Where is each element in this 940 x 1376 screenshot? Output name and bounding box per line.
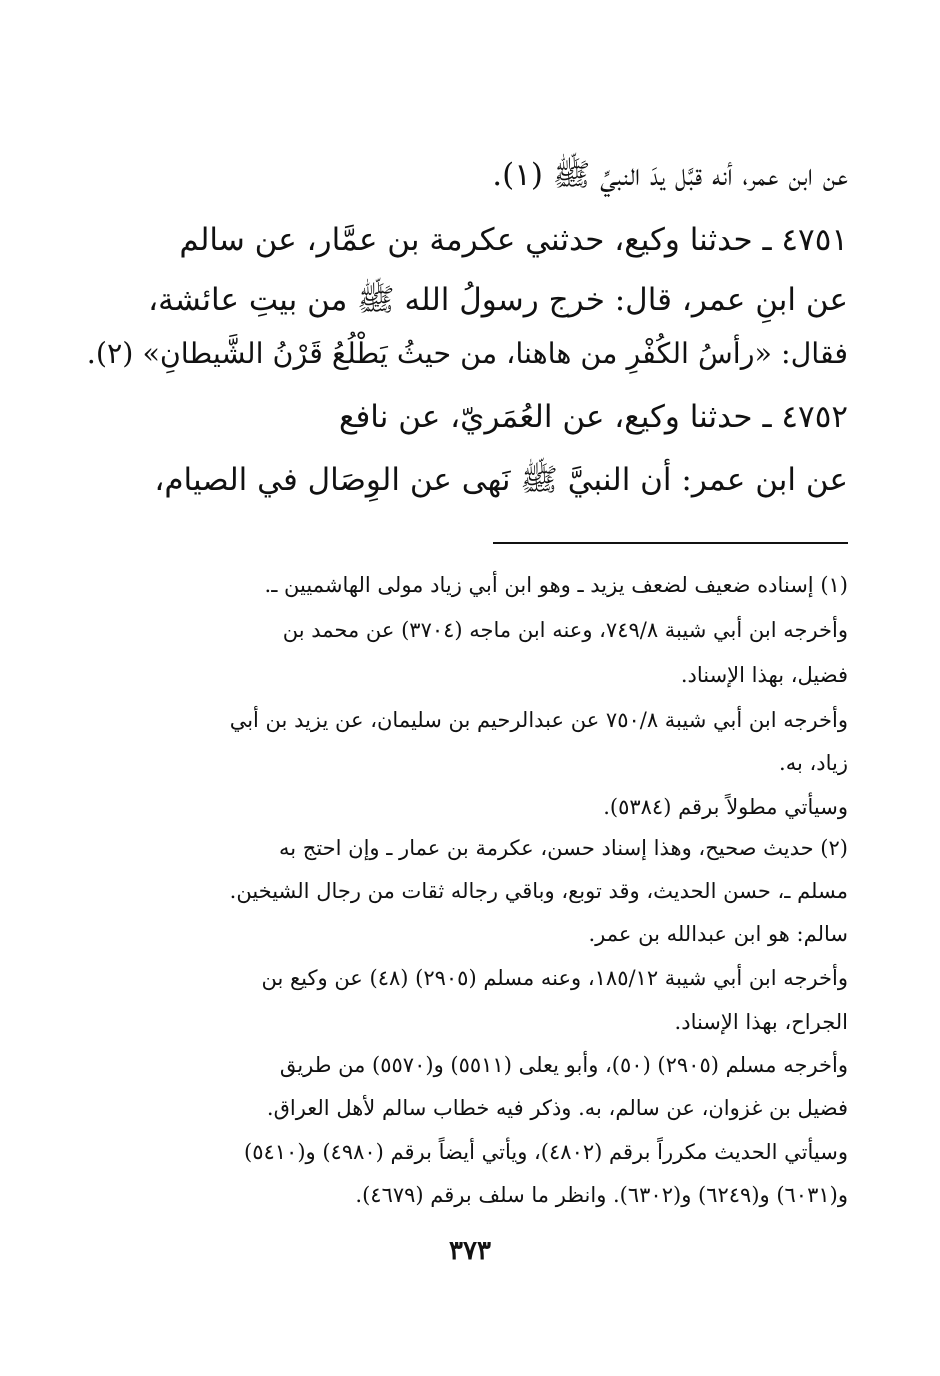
footnote-line: وأخرجه ابن أبي شيبة ٧٤٩/٨، وعنه ابن ماجه (٣٧٠٤) عن محمد بن bbox=[282, 618, 848, 642]
main-text-line: فقال: «رأسُ الكُفْرِ من هاهنا، من حيثُ يَطْلُعُ قَرْنُ الشَّيطانِ» (٢). bbox=[86, 337, 848, 370]
footnote-line: و(٦٠٣١) و(٦٢٤٩) و(٦٣٠٢). وانظر ما سلف برقم (٤٦٧٩). bbox=[355, 1183, 848, 1207]
main-text-line: عن ابن عمر، أنه قبَّل يدَ النبيِّ ﷺ (١). bbox=[492, 157, 848, 193]
footnote-line: وسيأتي مطولاً برقم (٥٣٨٤). bbox=[603, 795, 848, 819]
footnote-line: وأخرجه ابن أبي شيبة ٧٥٠/٨ عن عبدالرحيم بن سليمان، عن يزيد بن أبي bbox=[229, 708, 848, 732]
footnote-line: سالم: هو ابن عبدالله بن عمر. bbox=[588, 922, 848, 946]
footnote-line: الجراح، بهذا الإسناد. bbox=[674, 1010, 848, 1034]
main-text-line: ٤٧٥١ ـ حدثنا وكيع، حدثني عكرمة بن عمَّار، عن سالم bbox=[179, 222, 848, 258]
page-number: ٣٧٣ bbox=[449, 1236, 491, 1266]
footnote-line: (٢) حديث صحيح، وهذا إسناد حسن، عكرمة بن عمار ـ وإن احتج به bbox=[278, 836, 848, 860]
footnote-line: فضيل بن غزوان، عن سالم، به. وذكر فيه خطاب سالم لأهل العراق. bbox=[266, 1096, 848, 1120]
footnote-line: (١) إسناده ضعيف لضعف يزيد ـ وهو ابن أبي زياد مولى الهاشميين ـ. bbox=[264, 573, 848, 597]
main-text-line: عن ابنِ عمر، قال: خرج رسولُ الله ﷺ من بيتِ عائشة، bbox=[148, 282, 848, 318]
footnote-line: وأخرجه ابن أبي شيبة ١٨٥/١٢، وعنه مسلم (٢٩٠٥) (٤٨) عن وكيع بن bbox=[261, 966, 848, 990]
main-text-line: ٤٧٥٢ ـ حدثنا وكيع، عن العُمَريّ، عن نافع bbox=[338, 399, 848, 435]
footnote-divider bbox=[493, 542, 848, 544]
main-text-line: عن ابن عمر: أن النبيَّ ﷺ نَهى عن الوِصَال في الصيام، bbox=[154, 462, 848, 498]
footnote-line: وأخرجه مسلم (٢٩٠٥) (٥٠)، وأبو يعلى (٥٥١١) و(٥٥٧٠) من طريق bbox=[279, 1053, 848, 1077]
footnote-line: زياد، به. bbox=[779, 751, 848, 775]
footnote-line: فضيل، بهذا الإسناد. bbox=[680, 663, 848, 687]
footnote-line: وسيأتي الحديث مكرراً برقم (٤٨٠٢)، ويأتي أيضاً برقم (٤٩٨٠) و(٥٤١٠) bbox=[244, 1140, 848, 1164]
footnote-line: مسلم ـ، حسن الحديث، وقد توبع، وباقي رجاله ثقات من رجال الشيخين. bbox=[229, 879, 848, 903]
